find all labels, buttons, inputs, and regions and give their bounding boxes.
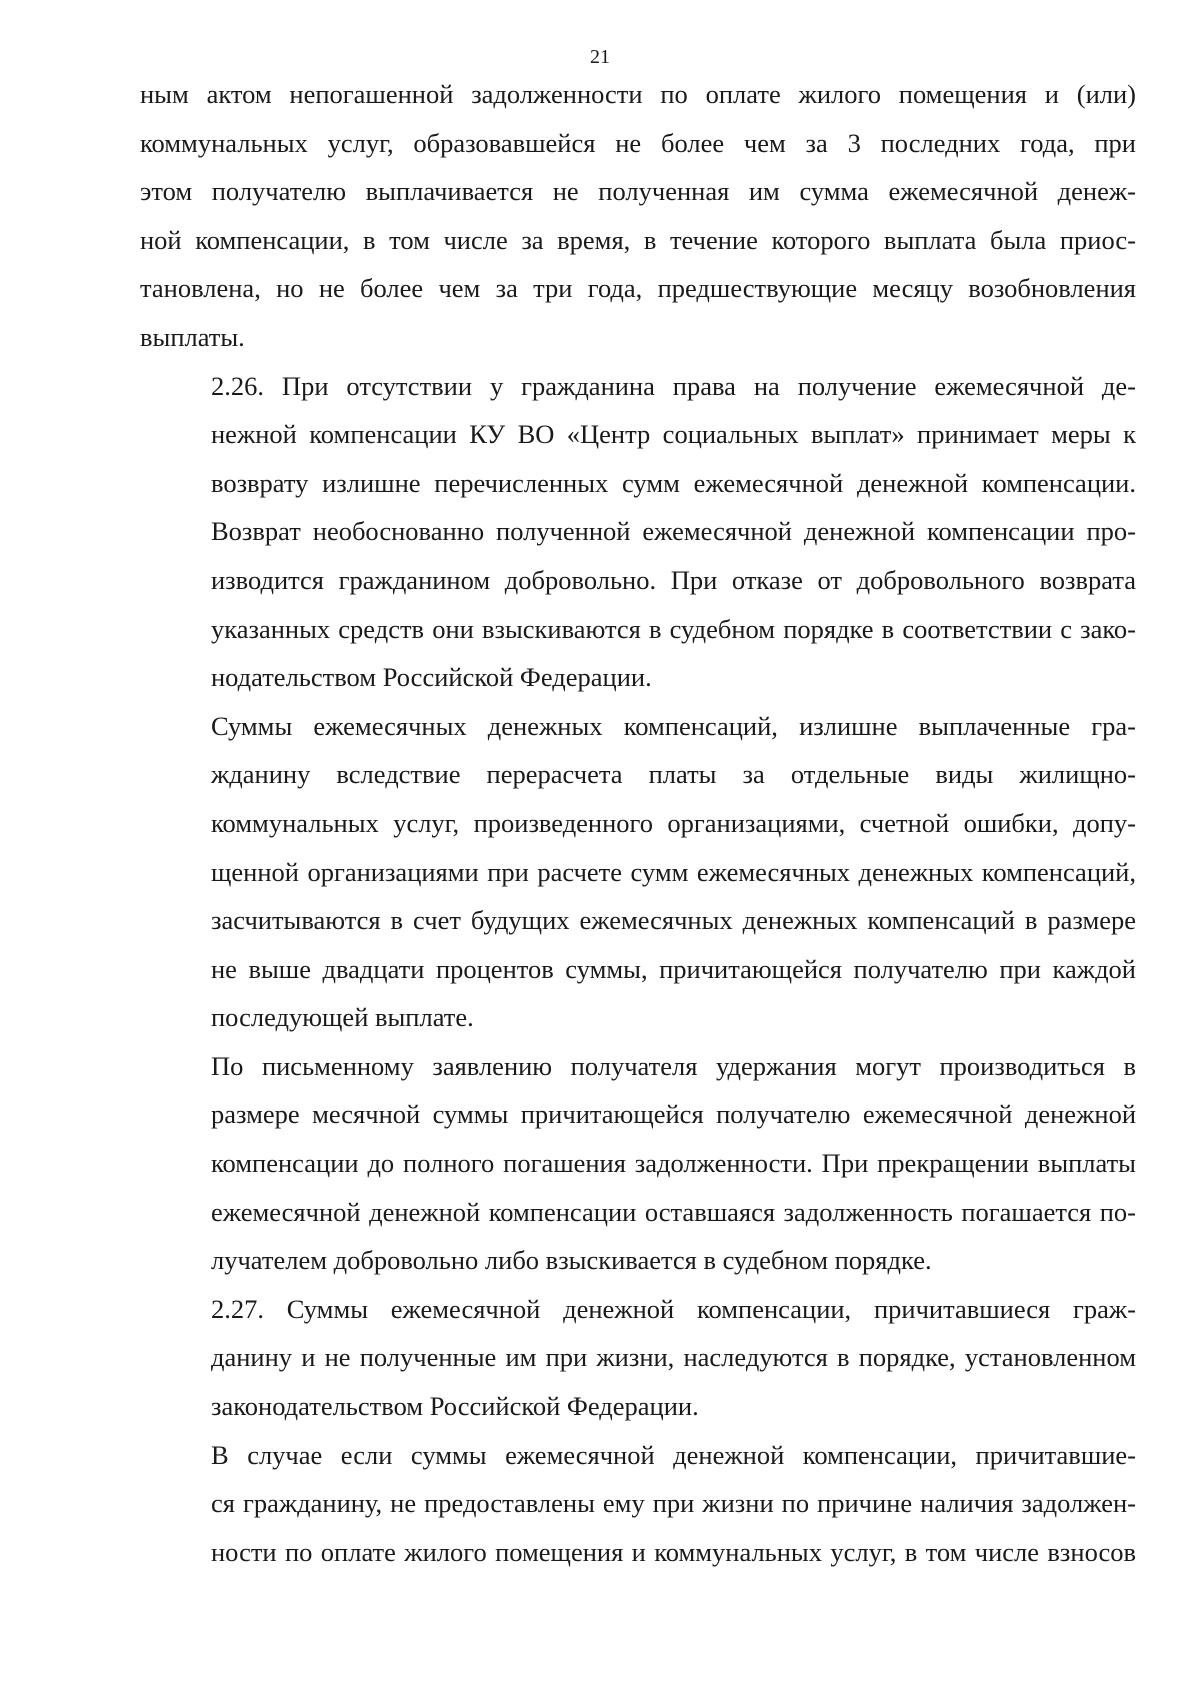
text-line: указанных средств они взыскиваются в судебном порядке в соответствии с зако-	[211, 613, 1136, 644]
text-line: засчитываются в счет будущих ежемесячных денежных компенсаций в размере	[211, 905, 1136, 936]
text-line: коммунальных услуг, образовавшейся не более чем за 3 последних года, при	[140, 127, 1136, 158]
text-line: жданину вследствие перерасчета платы за отдельные виды жилищно-	[211, 759, 1136, 790]
text-line: последующей выплате.	[211, 1002, 474, 1033]
text-line: По письменному заявлению получателя удержания могут производиться в	[211, 1050, 1136, 1081]
text-line: не выше двадцати процентов суммы, причитающейся получателю при каждой	[211, 953, 1136, 984]
text-line: данину и не полученные им при жизни, наследуются в порядке, установленном	[211, 1342, 1136, 1373]
paragraph-in-case	[140, 1431, 1136, 1577]
text-line: законодательством Российской Федерации.	[211, 1391, 699, 1422]
text-line: возврату излишне перечисленных сумм ежемесячной денежной компенсации.	[211, 467, 1136, 498]
page-number: 21	[590, 46, 610, 68]
text-line: 2.27. Суммы ежемесячной денежной компенсации, причитавшиеся граж-	[211, 1293, 1136, 1324]
text-line: выплаты.	[140, 321, 245, 352]
text-line: лучателем добровольно либо взыскивается в судебном порядке.	[211, 1245, 932, 1276]
text-line: Суммы ежемесячных денежных компенсаций, излишне выплаченные гра-	[211, 710, 1136, 741]
text-line: изводится гражданином добровольно. При отказе от добровольного возврата	[211, 564, 1136, 595]
paragraph-sums-excess	[140, 702, 1136, 1042]
text-line: нодательством Российской Федерации.	[211, 662, 652, 693]
text-line: размере месячной суммы причитающейся получателю ежемесячной денежной	[211, 1099, 1136, 1130]
text-line: 2.26. При отсутствии у гражданина права на получение ежемесячной де-	[211, 370, 1136, 401]
text-line: компенсации до полного погашения задолженности. При прекращении выплаты	[211, 1148, 1136, 1179]
text-line: ся гражданину, не предоставлены ему при жизни по причине наличия задолжен-	[211, 1488, 1136, 1519]
text-line: щенной организациями при расчете сумм ежемесячных денежных компенсаций,	[211, 856, 1136, 887]
text-line: тановлена, но не более чем за три года, предшествующие месяцу возобновления	[140, 273, 1136, 304]
text-line: ности по оплате жилого помещения и коммунальных услуг, в том числе взносов	[211, 1536, 1136, 1567]
text-line: ным актом непогашенной задолженности по оплате жилого помещения и (или)	[140, 79, 1136, 109]
text-line: этом получателю выплачивается не полученная им сумма ежемесячной денеж-	[140, 176, 1136, 207]
text-line: коммунальных услуг, произведенного организациями, счетной ошибки, допу-	[211, 807, 1136, 838]
paragraph-continuation	[140, 70, 1136, 362]
paragraph-2-26	[140, 362, 1136, 702]
paragraph-2-27	[140, 1285, 1136, 1431]
text-line: ежемесячной денежной компенсации оставшаяся задолженность погашается по-	[211, 1196, 1136, 1227]
text-line: Возврат необоснованно полученной ежемесячной денежной компенсации про-	[211, 516, 1136, 547]
text-line: ной компенсации, в том числе за время, в течение которого выплата была приос-	[140, 224, 1136, 255]
document-body	[140, 70, 1136, 1576]
text-line: В случае если суммы ежемесячной денежной компенсации, причитавшие-	[211, 1439, 1136, 1470]
text-line: нежной компенсации КУ ВО «Центр социальных выплат» принимает меры к	[211, 419, 1136, 450]
paragraph-written-statement	[140, 1042, 1136, 1285]
